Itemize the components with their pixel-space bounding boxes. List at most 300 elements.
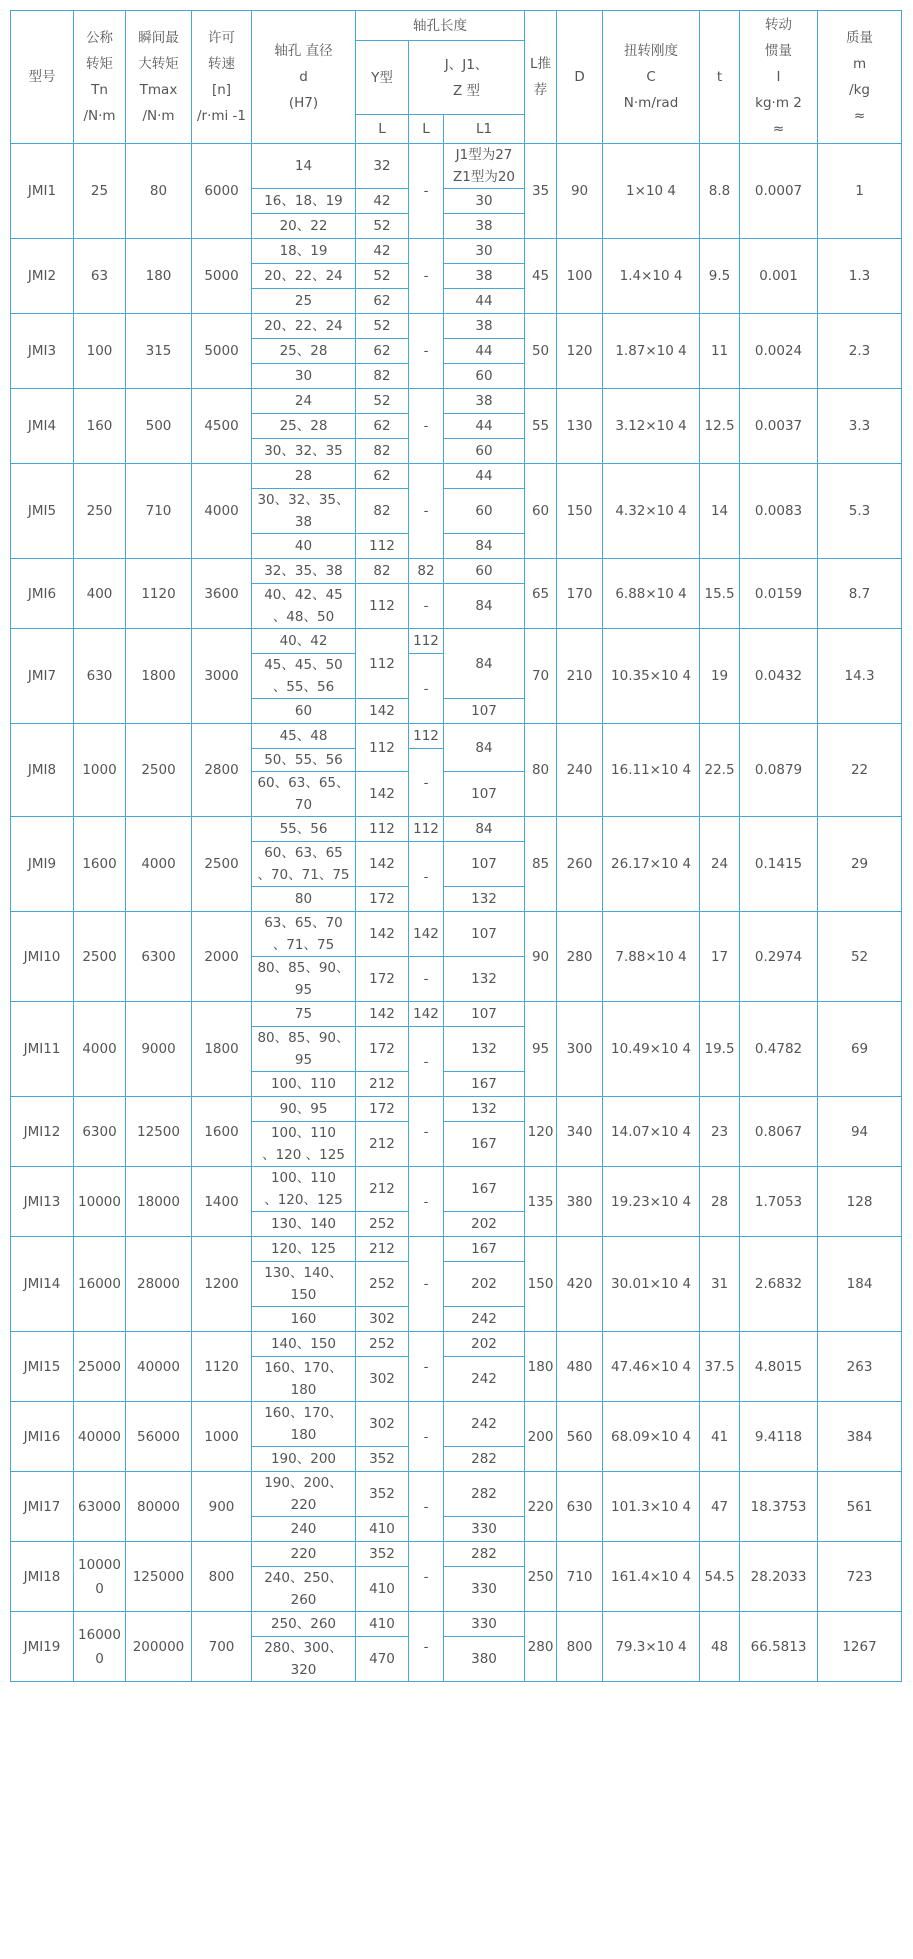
- cell-mass: 52: [818, 912, 902, 1002]
- cell-y-l: 142: [356, 1002, 409, 1027]
- cell-inertia: 66.5813: [740, 1612, 818, 1682]
- cell-model: JMI4: [11, 389, 74, 464]
- cell-model: JMI9: [11, 817, 74, 912]
- cell-inertia: 0.0159: [740, 559, 818, 629]
- cell-bore-diameter: 100、110: [252, 1072, 356, 1097]
- cell-bore-diameter: 160、170、 180: [252, 1402, 356, 1447]
- coupling-spec-table: [10, 10, 902, 1682]
- cell-mass: 263: [818, 1332, 902, 1402]
- table-row: [11, 314, 902, 339]
- cell-bore-diameter: 60、63、65 、70、71、75: [252, 842, 356, 887]
- cell-model: JMI11: [11, 1002, 74, 1097]
- cell-y-l: 352: [356, 1472, 409, 1517]
- cell-y-l: 142: [356, 699, 409, 724]
- cell-j-l: -: [409, 1612, 444, 1682]
- cell-torsional-stiffness: 26.17×10 4: [603, 817, 700, 912]
- cell-mass: 1: [818, 144, 902, 239]
- cell-inertia: 1.7053: [740, 1167, 818, 1237]
- cell-max-torque: 200000: [126, 1612, 192, 1682]
- cell-j-l1: 132: [444, 1027, 525, 1072]
- cell-torsional-stiffness: 4.32×10 4: [603, 464, 700, 559]
- cell-j-l: 112: [409, 629, 444, 654]
- cell-max-torque: 80000: [126, 1472, 192, 1542]
- header-max-torque: 瞬间最 大转矩 Tmax /N·m: [126, 11, 192, 144]
- cell-bore-diameter: 30: [252, 364, 356, 389]
- cell-y-l: 142: [356, 912, 409, 957]
- cell-y-l: 42: [356, 239, 409, 264]
- cell-model: JMI5: [11, 464, 74, 559]
- cell-torsional-stiffness: 161.4×10 4: [603, 1542, 700, 1612]
- cell-y-l: 302: [356, 1357, 409, 1402]
- cell-max-torque: 1120: [126, 559, 192, 629]
- cell-y-l: 352: [356, 1447, 409, 1472]
- cell-y-l: 62: [356, 464, 409, 489]
- cell-l-recommended: 250: [525, 1542, 557, 1612]
- cell-model: JMI2: [11, 239, 74, 314]
- cell-nominal-torque: 160000: [74, 1612, 126, 1682]
- cell-max-torque: 9000: [126, 1002, 192, 1097]
- cell-max-torque: 18000: [126, 1167, 192, 1237]
- cell-allowed-speed: 800: [192, 1542, 252, 1612]
- cell-t: 17: [700, 912, 740, 1002]
- table-row: [11, 1402, 902, 1447]
- table-row: [11, 1612, 902, 1637]
- cell-j-l1: 132: [444, 1097, 525, 1122]
- cell-allowed-speed: 2000: [192, 912, 252, 1002]
- cell-inertia: 0.8067: [740, 1097, 818, 1167]
- cell-bore-diameter: 20、22: [252, 214, 356, 239]
- cell-j-l1: 60: [444, 439, 525, 464]
- cell-inertia: 2.6832: [740, 1237, 818, 1332]
- cell-max-torque: 125000: [126, 1542, 192, 1612]
- cell-j-l: -: [409, 1167, 444, 1237]
- cell-bore-diameter: 130、140、 150: [252, 1262, 356, 1307]
- cell-l-recommended: 60: [525, 464, 557, 559]
- cell-l-recommended: 45: [525, 239, 557, 314]
- cell-model: JMI17: [11, 1472, 74, 1542]
- cell-j-l: -: [409, 389, 444, 464]
- cell-y-l: 142: [356, 772, 409, 817]
- cell-j-l: 142: [409, 912, 444, 957]
- cell-mass: 22: [818, 724, 902, 817]
- cell-allowed-speed: 4000: [192, 464, 252, 559]
- cell-j-l: 112: [409, 817, 444, 842]
- cell-j-l1: 44: [444, 339, 525, 364]
- cell-nominal-torque: 1000: [74, 724, 126, 817]
- cell-allowed-speed: 6000: [192, 144, 252, 239]
- cell-allowed-speed: 5000: [192, 239, 252, 314]
- cell-outer-diameter: 280: [557, 912, 603, 1002]
- cell-max-torque: 28000: [126, 1237, 192, 1332]
- header-inertia: 转动 惯量 I kg·m 2 ≈: [740, 11, 818, 144]
- cell-torsional-stiffness: 16.11×10 4: [603, 724, 700, 817]
- cell-y-l: 212: [356, 1167, 409, 1212]
- cell-outer-diameter: 120: [557, 314, 603, 389]
- cell-l-recommended: 55: [525, 389, 557, 464]
- cell-inertia: 9.4118: [740, 1402, 818, 1472]
- cell-allowed-speed: 900: [192, 1472, 252, 1542]
- cell-j-l: -: [409, 654, 444, 724]
- cell-y-l: 302: [356, 1307, 409, 1332]
- cell-model: JMI18: [11, 1542, 74, 1612]
- cell-j-l: -: [409, 239, 444, 314]
- cell-t: 9.5: [700, 239, 740, 314]
- cell-j-l: -: [409, 1237, 444, 1332]
- cell-allowed-speed: 3000: [192, 629, 252, 724]
- cell-allowed-speed: 4500: [192, 389, 252, 464]
- cell-model: JMI15: [11, 1332, 74, 1402]
- cell-bore-diameter: 30、32、35、 38: [252, 489, 356, 534]
- cell-mass: 8.7: [818, 559, 902, 629]
- cell-outer-diameter: 380: [557, 1167, 603, 1237]
- cell-j-l: -: [409, 749, 444, 817]
- cell-bore-diameter: 63、65、70 、71、75: [252, 912, 356, 957]
- cell-j-l1: 202: [444, 1212, 525, 1237]
- cell-bore-diameter: 40、42: [252, 629, 356, 654]
- cell-j-l: -: [409, 842, 444, 912]
- cell-y-l: 172: [356, 887, 409, 912]
- cell-l-recommended: 70: [525, 629, 557, 724]
- cell-bore-diameter: 45、48: [252, 724, 356, 749]
- cell-allowed-speed: 3600: [192, 559, 252, 629]
- cell-mass: 94: [818, 1097, 902, 1167]
- cell-nominal-torque: 25000: [74, 1332, 126, 1402]
- cell-j-l: -: [409, 1472, 444, 1542]
- table-row: [11, 1472, 902, 1517]
- cell-y-l: 172: [356, 1097, 409, 1122]
- header-outer-diameter: D: [557, 11, 603, 144]
- cell-j-l1: 132: [444, 887, 525, 912]
- cell-j-l: -: [409, 314, 444, 389]
- cell-j-l1: 202: [444, 1262, 525, 1307]
- cell-allowed-speed: 700: [192, 1612, 252, 1682]
- cell-nominal-torque: 10000: [74, 1167, 126, 1237]
- cell-max-torque: 710: [126, 464, 192, 559]
- cell-y-l: 112: [356, 629, 409, 699]
- cell-allowed-speed: 5000: [192, 314, 252, 389]
- cell-torsional-stiffness: 30.01×10 4: [603, 1237, 700, 1332]
- cell-j-l1: 202: [444, 1332, 525, 1357]
- cell-l-recommended: 200: [525, 1402, 557, 1472]
- cell-mass: 5.3: [818, 464, 902, 559]
- cell-bore-diameter: 140、150: [252, 1332, 356, 1357]
- cell-j-l1: 38: [444, 264, 525, 289]
- cell-y-l: 52: [356, 214, 409, 239]
- cell-y-l: 212: [356, 1237, 409, 1262]
- cell-bore-diameter: 16、18、19: [252, 189, 356, 214]
- cell-t: 19.5: [700, 1002, 740, 1097]
- table-row: [11, 912, 902, 957]
- cell-t: 28: [700, 1167, 740, 1237]
- table-row: [11, 1542, 902, 1567]
- cell-outer-diameter: 240: [557, 724, 603, 817]
- cell-j-l1: 38: [444, 214, 525, 239]
- table-row: [11, 1332, 902, 1357]
- table-row: [11, 559, 902, 584]
- cell-j-l1: 330: [444, 1517, 525, 1542]
- cell-nominal-torque: 63: [74, 239, 126, 314]
- cell-l-recommended: 120: [525, 1097, 557, 1167]
- spec-table-container: [10, 10, 902, 1682]
- cell-bore-diameter: 25、28: [252, 339, 356, 364]
- cell-nominal-torque: 630: [74, 629, 126, 724]
- cell-inertia: 0.0037: [740, 389, 818, 464]
- cell-y-l: 112: [356, 584, 409, 629]
- cell-y-l: 112: [356, 724, 409, 772]
- cell-outer-diameter: 130: [557, 389, 603, 464]
- cell-l-recommended: 220: [525, 1472, 557, 1542]
- cell-nominal-torque: 4000: [74, 1002, 126, 1097]
- cell-bore-diameter: 100、110 、120 、125: [252, 1122, 356, 1167]
- cell-j-l1: 44: [444, 464, 525, 489]
- cell-bore-diameter: 280、300、 320: [252, 1637, 356, 1682]
- cell-bore-diameter: 130、140: [252, 1212, 356, 1237]
- cell-max-torque: 56000: [126, 1402, 192, 1472]
- cell-l-recommended: 80: [525, 724, 557, 817]
- cell-max-torque: 6300: [126, 912, 192, 1002]
- cell-y-l: 410: [356, 1567, 409, 1612]
- cell-outer-diameter: 420: [557, 1237, 603, 1332]
- cell-allowed-speed: 1400: [192, 1167, 252, 1237]
- cell-j-l: -: [409, 144, 444, 239]
- cell-bore-diameter: 25、28: [252, 414, 356, 439]
- cell-outer-diameter: 630: [557, 1472, 603, 1542]
- header-j-l: L: [409, 115, 444, 144]
- cell-j-l1: 84: [444, 724, 525, 772]
- header-y-l: L: [356, 115, 409, 144]
- cell-y-l: 172: [356, 1027, 409, 1072]
- cell-model: JMI12: [11, 1097, 74, 1167]
- cell-bore-diameter: 20、22、24: [252, 314, 356, 339]
- cell-bore-diameter: 20、22、24: [252, 264, 356, 289]
- cell-torsional-stiffness: 1×10 4: [603, 144, 700, 239]
- cell-inertia: 0.4782: [740, 1002, 818, 1097]
- table-row: [11, 239, 902, 264]
- cell-outer-diameter: 710: [557, 1542, 603, 1612]
- cell-j-l: -: [409, 957, 444, 1002]
- cell-j-l1: 330: [444, 1612, 525, 1637]
- header-j-l1: L1: [444, 115, 525, 144]
- cell-l-recommended: 150: [525, 1237, 557, 1332]
- cell-y-l: 252: [356, 1262, 409, 1307]
- cell-j-l1: 84: [444, 534, 525, 559]
- cell-y-l: 252: [356, 1332, 409, 1357]
- cell-j-l1: 84: [444, 629, 525, 699]
- cell-max-torque: 1800: [126, 629, 192, 724]
- cell-inertia: 4.8015: [740, 1332, 818, 1402]
- cell-j-l: -: [409, 1027, 444, 1097]
- header-l-recommended: L推 荐: [525, 11, 557, 144]
- cell-y-l: 470: [356, 1637, 409, 1682]
- cell-j-l1: 38: [444, 314, 525, 339]
- cell-mass: 3.3: [818, 389, 902, 464]
- cell-allowed-speed: 1120: [192, 1332, 252, 1402]
- cell-torsional-stiffness: 3.12×10 4: [603, 389, 700, 464]
- cell-t: 31: [700, 1237, 740, 1332]
- cell-y-l: 142: [356, 842, 409, 887]
- cell-j-l1: 44: [444, 289, 525, 314]
- cell-y-l: 82: [356, 364, 409, 389]
- cell-y-l: 302: [356, 1402, 409, 1447]
- cell-y-l: 112: [356, 534, 409, 559]
- cell-j-l1: 30: [444, 239, 525, 264]
- cell-torsional-stiffness: 1.87×10 4: [603, 314, 700, 389]
- cell-j-l: -: [409, 1097, 444, 1167]
- cell-bore-diameter: 25: [252, 289, 356, 314]
- cell-inertia: 0.0007: [740, 144, 818, 239]
- cell-bore-diameter: 60: [252, 699, 356, 724]
- cell-max-torque: 180: [126, 239, 192, 314]
- table-row: [11, 1237, 902, 1262]
- cell-outer-diameter: 100: [557, 239, 603, 314]
- cell-t: 19: [700, 629, 740, 724]
- cell-j-l1: 132: [444, 957, 525, 1002]
- cell-torsional-stiffness: 68.09×10 4: [603, 1402, 700, 1472]
- table-row: [11, 464, 902, 489]
- cell-nominal-torque: 6300: [74, 1097, 126, 1167]
- cell-y-l: 212: [356, 1122, 409, 1167]
- cell-torsional-stiffness: 101.3×10 4: [603, 1472, 700, 1542]
- cell-bore-diameter: 32、35、38: [252, 559, 356, 584]
- header-bore-diameter: 轴孔 直径 d (H7): [252, 11, 356, 144]
- cell-j-l: -: [409, 1402, 444, 1472]
- cell-l-recommended: 95: [525, 1002, 557, 1097]
- table-row: [11, 144, 902, 189]
- cell-j-l: 142: [409, 1002, 444, 1027]
- cell-y-l: 82: [356, 439, 409, 464]
- cell-bore-diameter: 40: [252, 534, 356, 559]
- cell-torsional-stiffness: 79.3×10 4: [603, 1612, 700, 1682]
- cell-j-l1: J1型为27 Z1型为20: [444, 144, 525, 189]
- cell-model: JMI10: [11, 912, 74, 1002]
- table-row: [11, 389, 902, 414]
- cell-l-recommended: 135: [525, 1167, 557, 1237]
- cell-outer-diameter: 800: [557, 1612, 603, 1682]
- cell-j-l1: 380: [444, 1637, 525, 1682]
- table-row: [11, 724, 902, 749]
- cell-outer-diameter: 560: [557, 1402, 603, 1472]
- cell-model: JMI14: [11, 1237, 74, 1332]
- cell-inertia: 0.0432: [740, 629, 818, 724]
- cell-y-l: 62: [356, 414, 409, 439]
- table-row: [11, 1097, 902, 1122]
- cell-model: JMI3: [11, 314, 74, 389]
- cell-bore-diameter: 14: [252, 144, 356, 189]
- cell-torsional-stiffness: 10.49×10 4: [603, 1002, 700, 1097]
- header-j-z-type: J、J1、 Z 型: [409, 41, 525, 115]
- cell-mass: 14.3: [818, 629, 902, 724]
- header-mass: 质量 m /kg ≈: [818, 11, 902, 144]
- cell-bore-diameter: 40、42、45 、48、50: [252, 584, 356, 629]
- header-t: t: [700, 11, 740, 144]
- cell-j-l: -: [409, 584, 444, 629]
- cell-max-torque: 315: [126, 314, 192, 389]
- cell-j-l1: 282: [444, 1542, 525, 1567]
- cell-y-l: 252: [356, 1212, 409, 1237]
- cell-inertia: 0.0879: [740, 724, 818, 817]
- cell-bore-diameter: 250、260: [252, 1612, 356, 1637]
- cell-bore-diameter: 75: [252, 1002, 356, 1027]
- cell-bore-diameter: 80、85、90、 95: [252, 957, 356, 1002]
- cell-j-l1: 60: [444, 364, 525, 389]
- header-model: 型号: [11, 11, 74, 144]
- cell-j-l1: 242: [444, 1357, 525, 1402]
- cell-mass: 723: [818, 1542, 902, 1612]
- cell-j-l1: 44: [444, 414, 525, 439]
- cell-max-torque: 12500: [126, 1097, 192, 1167]
- cell-allowed-speed: 1200: [192, 1237, 252, 1332]
- cell-j-l1: 84: [444, 584, 525, 629]
- cell-bore-diameter: 60、63、65、 70: [252, 772, 356, 817]
- cell-y-l: 52: [356, 389, 409, 414]
- cell-nominal-torque: 100000: [74, 1542, 126, 1612]
- header-allowed-speed: 许可 转速 [n] /r·mi -1: [192, 11, 252, 144]
- cell-j-l1: 167: [444, 1167, 525, 1212]
- cell-outer-diameter: 260: [557, 817, 603, 912]
- cell-j-l1: 107: [444, 1002, 525, 1027]
- cell-j-l1: 107: [444, 912, 525, 957]
- cell-model: JMI13: [11, 1167, 74, 1237]
- cell-j-l1: 107: [444, 772, 525, 817]
- cell-nominal-torque: 1600: [74, 817, 126, 912]
- cell-model: JMI8: [11, 724, 74, 817]
- cell-torsional-stiffness: 14.07×10 4: [603, 1097, 700, 1167]
- cell-outer-diameter: 90: [557, 144, 603, 239]
- cell-nominal-torque: 2500: [74, 912, 126, 1002]
- cell-l-recommended: 65: [525, 559, 557, 629]
- cell-allowed-speed: 1600: [192, 1097, 252, 1167]
- cell-mass: 2.3: [818, 314, 902, 389]
- cell-model: JMI6: [11, 559, 74, 629]
- table-row: [11, 817, 902, 842]
- cell-l-recommended: 35: [525, 144, 557, 239]
- cell-t: 8.8: [700, 144, 740, 239]
- header-y-type: Y型: [356, 41, 409, 115]
- cell-j-l1: 242: [444, 1402, 525, 1447]
- cell-max-torque: 500: [126, 389, 192, 464]
- cell-mass: 184: [818, 1237, 902, 1332]
- cell-allowed-speed: 2500: [192, 817, 252, 912]
- cell-nominal-torque: 25: [74, 144, 126, 239]
- cell-bore-diameter: 100、110 、120、125: [252, 1167, 356, 1212]
- cell-torsional-stiffness: 6.88×10 4: [603, 559, 700, 629]
- cell-model: JMI7: [11, 629, 74, 724]
- cell-mass: 384: [818, 1402, 902, 1472]
- cell-y-l: 52: [356, 264, 409, 289]
- cell-y-l: 212: [356, 1072, 409, 1097]
- cell-bore-diameter: 50、55、56: [252, 749, 356, 772]
- cell-j-l1: 167: [444, 1072, 525, 1097]
- cell-j-l1: 30: [444, 189, 525, 214]
- cell-outer-diameter: 150: [557, 464, 603, 559]
- cell-j-l1: 282: [444, 1472, 525, 1517]
- header-torsional-stiffness: 扭转刚度 C N·m/rad: [603, 11, 700, 144]
- cell-bore-diameter: 220: [252, 1542, 356, 1567]
- cell-bore-diameter: 80、85、90、 95: [252, 1027, 356, 1072]
- cell-bore-diameter: 120、125: [252, 1237, 356, 1262]
- cell-y-l: 112: [356, 817, 409, 842]
- cell-y-l: 52: [356, 314, 409, 339]
- cell-l-recommended: 180: [525, 1332, 557, 1402]
- cell-y-l: 82: [356, 489, 409, 534]
- cell-nominal-torque: 16000: [74, 1237, 126, 1332]
- cell-mass: 1.3: [818, 239, 902, 314]
- cell-t: 24: [700, 817, 740, 912]
- cell-outer-diameter: 210: [557, 629, 603, 724]
- cell-l-recommended: 85: [525, 817, 557, 912]
- cell-y-l: 352: [356, 1542, 409, 1567]
- cell-nominal-torque: 40000: [74, 1402, 126, 1472]
